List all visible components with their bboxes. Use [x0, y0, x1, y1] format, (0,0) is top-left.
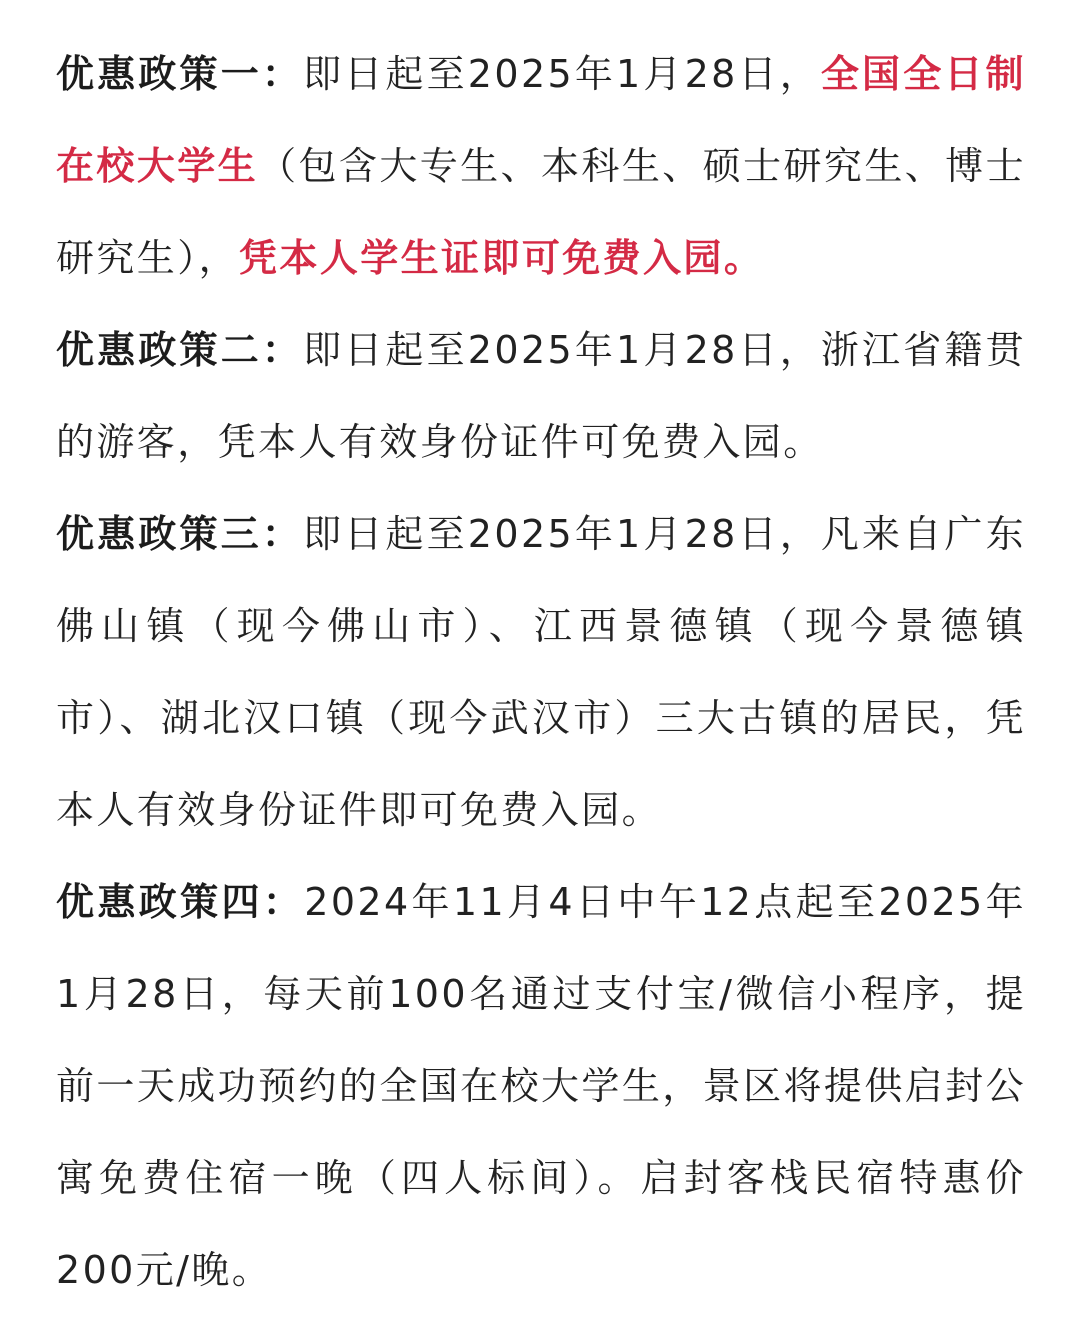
policy-2-text: 即日起至2025年1月28日，浙江省籍贯的游客，凭本人有效身份证件可免费入园。	[56, 328, 1026, 464]
article-body	[56, 28, 1026, 1316]
policy-1-heading: 优惠政策一：	[56, 52, 304, 96]
policy-1-highlight-eligible: 全国全日制在校大学生	[56, 52, 1026, 188]
policy-3	[56, 488, 1026, 856]
policy-3-text: 即日起至2025年1月28日，凡来自广东佛山镇（现今佛山市）、江西景德镇（现今景德镇市）、湖北汉口镇（现今武汉市）三大古镇的居民，凭本人有效身份证件即可免费入园。	[56, 512, 1026, 832]
policy-1-highlight-free-entry: 凭本人学生证即可免费入园。	[239, 236, 765, 280]
policy-4-heading: 优惠政策四：	[56, 880, 305, 924]
policy-1	[56, 28, 1026, 304]
policy-2-heading: 优惠政策二：	[56, 328, 304, 372]
policy-1-text-scope: （包含大专生、本科生、硕士研究生、博士研究生），	[56, 144, 1026, 280]
policy-4-text: 2024年11月4日中午12点起至2025年1月28日，每天前100名通过支付宝/微信小程序，提前一天成功预约的全国在校大学生，景区将提供启封公寓免费住宿一晚（四人标间）。启封客栈民宿特惠价200元/晚。	[56, 880, 1026, 1292]
policy-1-text-date: 即日起至2025年1月28日，	[303, 52, 821, 96]
policy-2	[56, 304, 1026, 488]
policy-4	[56, 856, 1026, 1316]
policy-3-heading: 优惠政策三：	[56, 512, 304, 556]
